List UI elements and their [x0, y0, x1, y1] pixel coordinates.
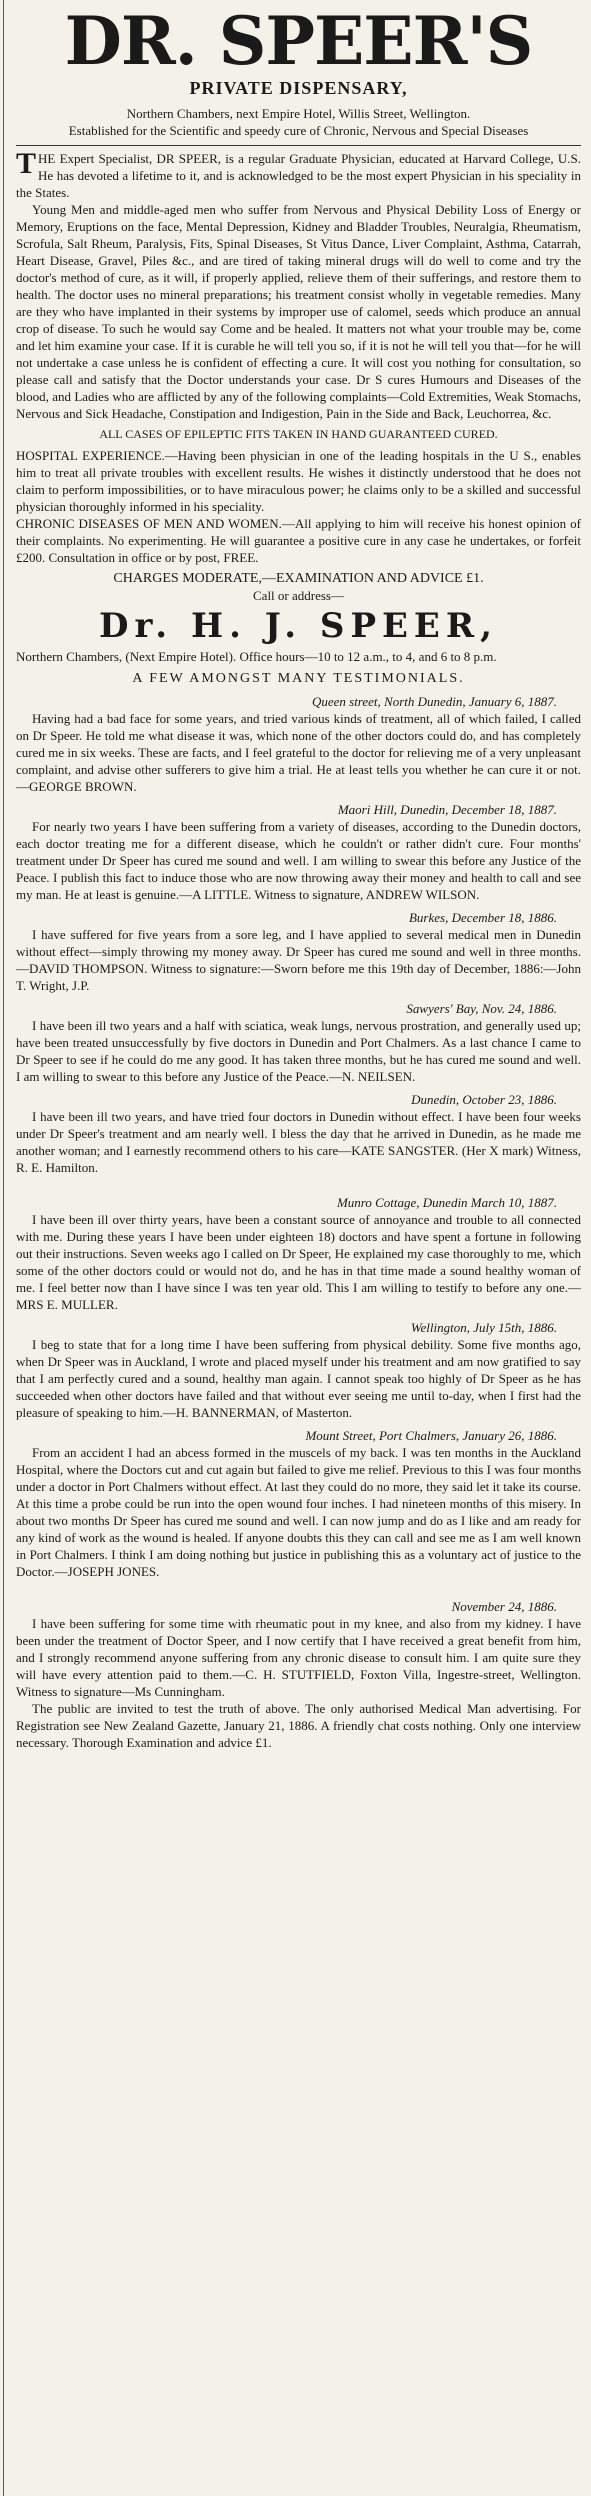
- established-line: Established for the Scientific and speedy cure of Chronic, Nervous and Special Diseases: [68, 123, 529, 138]
- testimonial: [16, 909, 581, 994]
- testimonial-place: Maori Hill, Dunedin, December 18, 1887.: [337, 802, 557, 817]
- conditions-paragraph: Young Men and middle-aged men who suffer from Nervous and Physical Debility Loss of Energy or Memory, Eruptions on the face, Mental Depression, Kidney and Bladder Troubles, Neuralgia, Rheumatism, Scrofula, Salt Rheum, Paralysis, Fits, Spinal Diseases, St Vitus Dance, Liver Complaint, Asthma, Catarrah, Heart Disease, Gravel, Piles &c., and are tired of taking mineral drugs will do well to come and try the doctor's method of cure, as it will, if properly applied, relieve them of their sufferings, and restore them to health. The doctor uses no mineral preparations; his treatment consist wholly in vegetable remedies. Many are they who have implanted in their systems by improper use of calomel, seeds which produce an annual crop of disease. To such he would say Come and be healed. It matters not what your trouble may be, come and let him examine your case. If it is curable he will tell you so, if it is not he will tell you that—for he will not undertake a case unless he is confident of effecting a cure. It will cost you nothing for consultation, so please call and satisfy that the Doctor understands your case. Dr S cures Humours and Diseases of the blood, and Ladies who are afflicted by any of the following complaints—Cold Extremities, Weak Stomachs, Nervous and Sick Headache, Constipation and Indigestion, Pain in the Side and Back, Leuchorrea, &c.: [16, 202, 581, 421]
- testimonial-text: For nearly two years I have been suffering from a variety of diseases, according to the Dunedin doctors, each doctor treating me for a different disease, which he couldn't or rather didn't cure. Four months' treatment under Dr Speer has cured me sound and well. I am willing to swear this before any Justice of the Peace. I publish this fact to induce those who are now throwing away their money and health to call and see my man. He at least is genuine.—A LITTLE. Witness to signature, ANDREW WILSON.: [16, 819, 581, 902]
- charges-line: CHARGES MODERATE,—EXAMINATION AND ADVICE £1.: [113, 571, 484, 586]
- testimonial-text: I have been ill over thirty years, have been a constant source of annoyance and trouble to all connected with me. During these years I have been under eighteen 18) doctors and have spent a fortune in following out their instructions. Seven weeks ago I called on Dr Speer, He explained my case thoroughly to me, which some of the other doctors could or would not do, and he has in that time made a sound healthy woman of me. I feel better now than I have since I was ten year old. This I am willing to testify to before any one.—MRS E. MULLER.: [16, 1212, 581, 1312]
- ad-title: DR. SPEER'S: [64, 2, 533, 80]
- testimonial-text: From an accident I had an abcess formed in the muscels of my back. I was ten months in the Auckland Hospital, where the Doctors cut and cut again but failed to give me relief. Previous to this I was four months under a doctor in Port Chalmers without effect. At last they could do no more, they said let it take its course. At this time a probe could be run into the open wound four inches. I had nineteen months of this misery. In about two months Dr Speer has cured me sound and well. I can now jump and do as I like and am ready for any kind of work as the wound is healed. If anyone doubts this they can call and see me as I am well known in Port Chalmers. I think I am doing nothing but justice in publishing this as a voluntary act of justice to the Doctor.—JOSEPH JONES.: [16, 1445, 581, 1579]
- hospital-paragraph: HOSPITAL EXPERIENCE.—Having been physician in one of the leading hospitals in the U S., enables him to treat all private troubles with excellent results. He wishes it distinctly understood that he does not claim to perform impossibilities, or to have miraculous power; he claims only to be a skilled and successful physician thoroughly informed in his speciality.: [16, 448, 581, 514]
- call-line: Call or address—: [253, 588, 344, 603]
- testimonial-place: November 24, 1886.: [451, 1599, 557, 1614]
- testimonial-text: I beg to state that for a long time I have been suffering from physical debility. Some five months ago, when Dr Speer was in Auckland, I wrote and placed myself under his treatment and am now gratified to say that I am perfectly cured and a sound, healthy man again. I cannot speak too highly of Dr Speer as he has succeeded when other doctors have failed and that without ever seeing me until to-day, when I first had the pleasure of speaking to him.—H. BANNERMAN, of Masterton.: [16, 1337, 581, 1420]
- testimonial-place: Burkes, December 18, 1886.: [408, 910, 557, 925]
- office-hours: Northern Chambers, (Next Empire Hotel). Office hours—10 to 12 a.m., to 4, and 6 to 8 p.m.: [16, 649, 497, 664]
- testimonial: [16, 693, 581, 795]
- closing-paragraph: The public are invited to test the truth of above. The only authorised Medical Man advertising. For Registration see New Zealand Gazette, January 21, 1886. A friendly chat costs nothing. Only one interview necessary. Thorough Examination and advice £1.: [16, 1701, 581, 1750]
- testimonial-place: Wellington, July 15th, 1886.: [410, 1320, 557, 1335]
- testimonial: [16, 1598, 581, 1700]
- intro-paragraph: [16, 147, 581, 201]
- testimonial-text: Having had a bad face for some years, and tried various kinds of treatment, all of which failed, I called on Dr Speer. He told me what disease it was, which none of the other doctors could do, and has completely cured me in six weeks. These are facts, and I feel grateful to the doctor for relieving me of a very unpleasant complaint, and advise other sufferers to give him a trial. He at least tells you whether he can cure it or not.—GEORGE BROWN.: [16, 711, 581, 794]
- testimonial: [16, 1000, 581, 1085]
- chronic-paragraph: CHRONIC DISEASES OF MEN AND WOMEN.—All applying to him will receive his honest opinion of their complaints. No experimenting. He will guarantee a positive cure in any case he undertakes, or forfeit £200. Consultation in office or by post, FREE.: [16, 516, 581, 565]
- testimonial-text: I have been suffering for some time with rheumatic pout in my knee, and also from my kidney. I have been under the treatment of Doctor Speer, and I now certify that I have received a great benefit from him, and I strongly recommend anyone suffering from any chronic disease to consult him. I am quite sure they will have every attention paid to them.—C. H. STUTFIELD, Foxton Villa, Ingestre-street, Wellington. Witness to signature—Ms Cunningham.: [16, 1616, 581, 1699]
- epileptic-notice: ALL CASES OF EPILEPTIC FITS TAKEN IN HAND GUARANTEED CURED.: [99, 427, 498, 441]
- drop-cap: T: [16, 147, 37, 180]
- column-rule: [3, 0, 4, 2496]
- testimonial-place: Queen street, North Dunedin, January 6, 1887.: [311, 694, 557, 709]
- ad-subtitle: PRIVATE DISPENSARY,: [189, 78, 408, 98]
- testimonial: [16, 1091, 581, 1176]
- testimonials-heading: A FEW AMONGST MANY TESTIMONIALS.: [132, 671, 465, 686]
- intro-text: HE Expert Specialist, DR SPEER, is a regular Graduate Physician, educated at Harvard College, U.S. He has devoted a lifetime to it, and is acknowledged to be the most expert Physician in his speciality in the States.: [16, 151, 581, 200]
- testimonial: [16, 801, 581, 903]
- spacer: [16, 1176, 581, 1188]
- testimonial: [16, 1319, 581, 1421]
- testimonial: [16, 1194, 581, 1313]
- testimonial-place: Dunedin, October 23, 1886.: [411, 1092, 557, 1107]
- testimonial-text: I have suffered for five years from a sore leg, and I have applied to several medical men in Dunedin without effect—simply throwing my money away. Dr Speer has cured me sound and well in three months.—DAVID THOMPSON. Witness to signature:—Sworn before me this 19th day of December, 1886:—John T. Wright, J.P.: [16, 927, 581, 993]
- testimonial-text: I have been ill two years, and have tried four doctors in Dunedin without effect. I have been four weeks under Dr Speer's treatment and am nearly well. I bless the day that he arrived in Dunedin, as he made me another woman; and I earnestly recommend others to his care—KATE SANGSTER. (Her X mark) Witness, R. E. Hamilton.: [16, 1109, 581, 1175]
- doctor-name: Dr. H. J. SPEER,: [99, 606, 498, 646]
- testimonial-place: Sawyers' Bay, Nov. 24, 1886.: [406, 1001, 557, 1016]
- testimonial: [16, 1427, 581, 1580]
- spacer: [16, 1580, 581, 1592]
- testimonial-text: I have been ill two years and a half with sciatica, weak lungs, nervous prostration, and generally used up; have been treated unsuccessfully by five doctors in Dunedin and Port Chalmers. As a last chance I came to Dr Speer to see if he could do me any good. It has taken three months, but he has cured me sound and well. I am willing to swear to this before any Justice of the Peace.—N. NEILSEN.: [16, 1018, 581, 1084]
- address-line: Northern Chambers, next Empire Hotel, Willis Street, Wellington.: [126, 106, 471, 121]
- testimonial-place: Munro Cottage, Dunedin March 10, 1887.: [336, 1195, 557, 1210]
- testimonial-place: Mount Street, Port Chalmers, January 26, 1886.: [305, 1428, 557, 1443]
- divider: [16, 145, 581, 146]
